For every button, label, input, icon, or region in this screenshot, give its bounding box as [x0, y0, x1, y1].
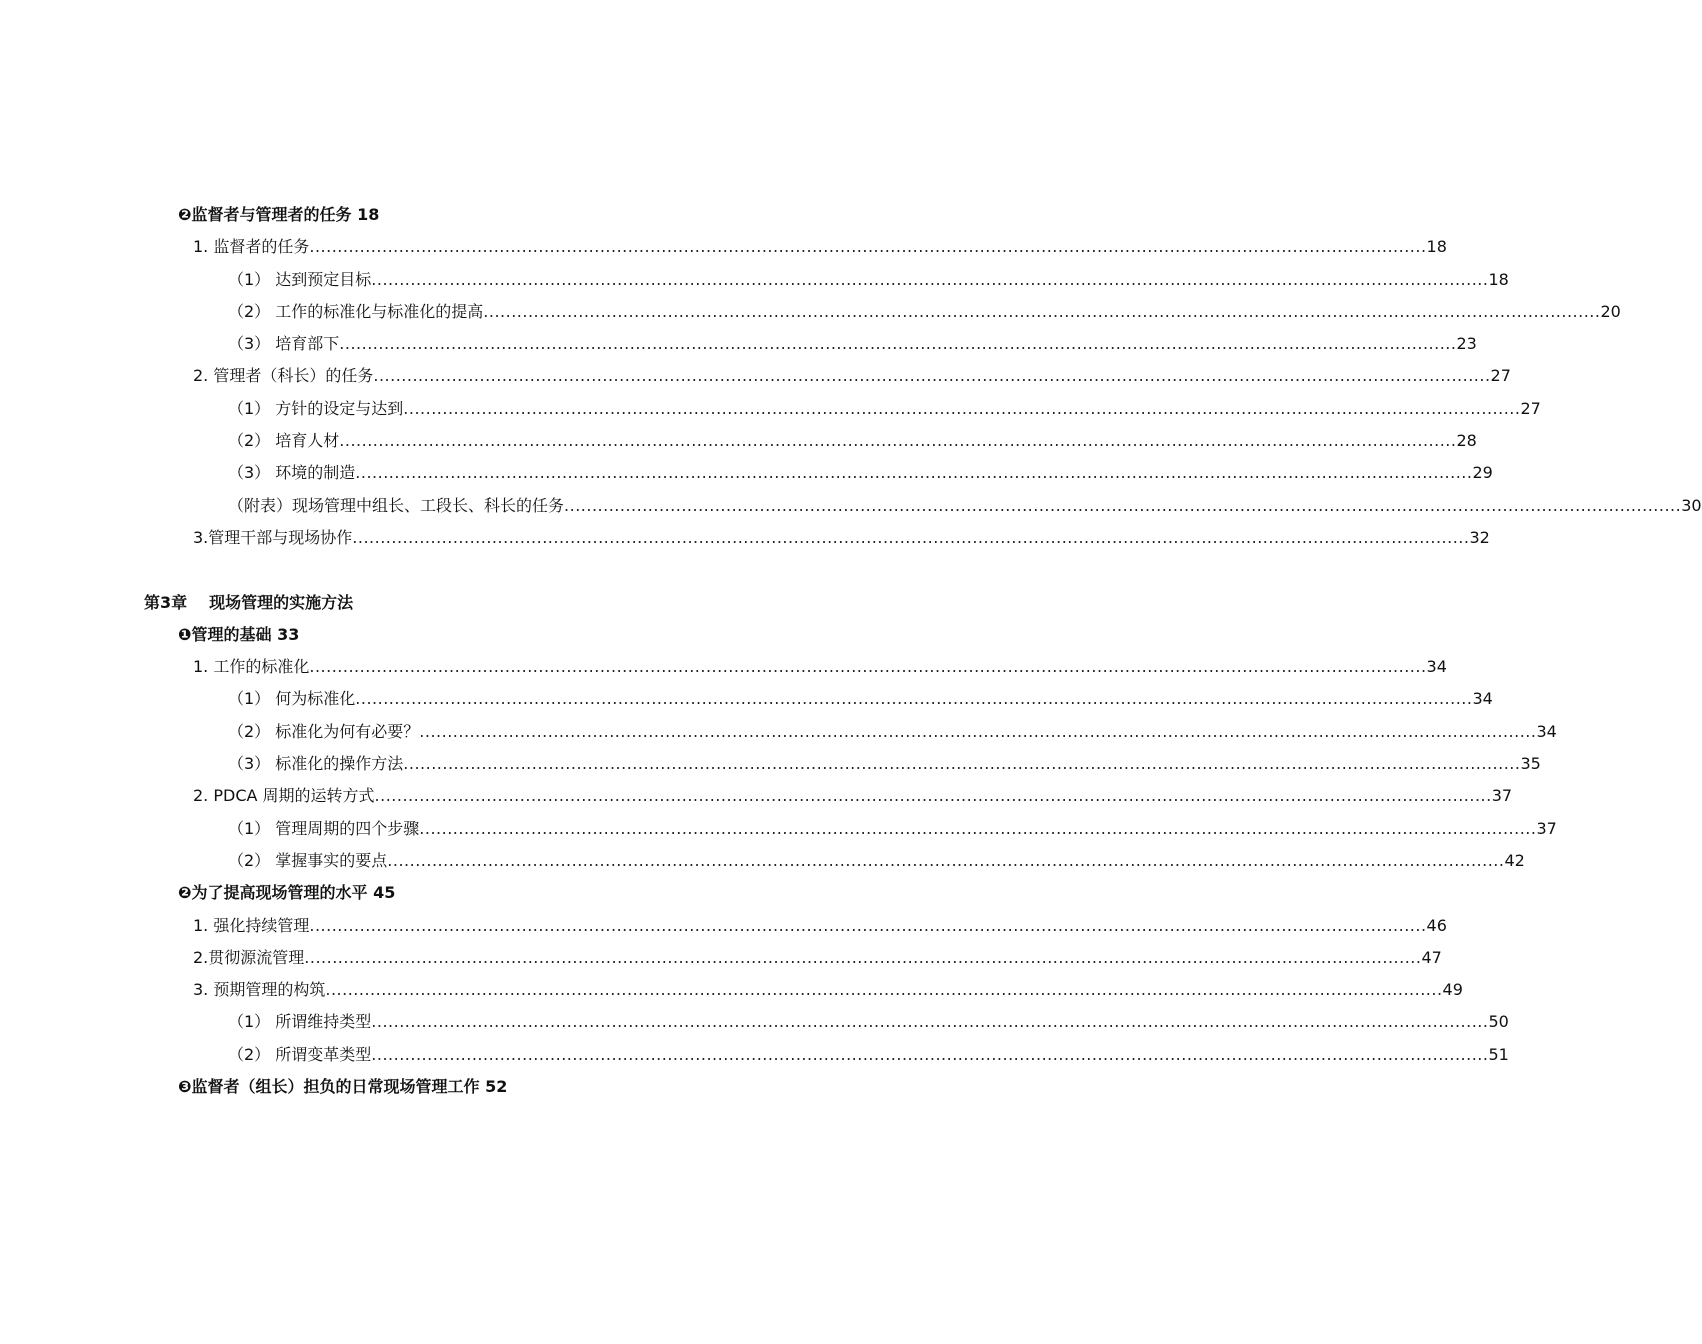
page-number: 32	[1469, 527, 1490, 547]
page-number: 42	[1504, 850, 1525, 870]
toc-entry: （1） 何为标准化 ........................................................................................................................................................................................................ 34	[0, 683, 950, 715]
toc-section: ❸监督者（组长）担负的日常现场管理工作 52	[178, 1077, 508, 1097]
page-number: 34	[1472, 689, 1493, 709]
page-number: 50	[1488, 1012, 1509, 1032]
page-number: 34	[1536, 721, 1557, 741]
page-number: 18	[1488, 269, 1509, 289]
toc-entry: 1. 监督者的任务 ........................................................................................................................................................................................................ 18	[0, 231, 950, 263]
toc-entry: （1） 所谓维持类型 ........................................................................................................................................................................................................ 50	[0, 1006, 950, 1038]
toc-entry: （2） 工作的标准化与标准化的提高 ........................................................................................................................................................................................................ 20	[0, 296, 950, 328]
toc-entry: （1） 达到预定目标 ........................................................................................................................................................................................................ 18	[0, 264, 950, 296]
toc-entry: （3） 培育部下 ........................................................................................................................................................................................................ 23	[0, 328, 950, 360]
toc-chapter	[0, 587, 950, 619]
page-number: 30	[1681, 495, 1702, 515]
page-number: 37	[1536, 818, 1557, 838]
toc-entry: （2） 掌握事实的要点 ........................................................................................................................................................................................................ 42	[0, 845, 950, 877]
page-number: 27	[1490, 366, 1511, 386]
chapter-number: 第3章	[144, 592, 188, 612]
toc-entry: （2） 标准化为何有必要？ ........................................................................................................................................................................................................ 34	[0, 716, 950, 748]
page-number: 46	[1426, 915, 1447, 935]
page-number: 51	[1488, 1044, 1509, 1064]
toc-entry: （3） 标准化的操作方法 ........................................................................................................................................................................................................ 35	[0, 748, 950, 780]
page-number: 27	[1520, 398, 1541, 418]
page-number: 47	[1421, 947, 1442, 967]
page-number: 28	[1456, 431, 1477, 451]
toc-entry: 2. 管理者（科长）的任务 ........................................................................................................................................................................................................ 27	[0, 360, 950, 392]
page-number: 35	[1520, 754, 1541, 774]
page-number: 29	[1472, 463, 1493, 483]
toc-entry: （2） 培育人材 ........................................................................................................................................................................................................ 28	[0, 425, 950, 457]
chapter-title: 现场管理的实施方法	[209, 592, 354, 612]
page-number: 49	[1442, 980, 1463, 1000]
toc-entry: （1） 方针的设定与达到 ........................................................................................................................................................................................................ 27	[0, 393, 950, 425]
toc-entry: （1） 管理周期的四个步骤 ........................................................................................................................................................................................................ 37	[0, 813, 950, 845]
toc-entry: 2. PDCA 周期的运转方式 ........................................................................................................................................................................................................ 37	[0, 780, 950, 812]
page-number: 37	[1491, 786, 1513, 806]
table-of-contents	[0, 199, 1702, 1103]
toc-entry: 1. 强化持续管理 ........................................................................................................................................................................................................ 46	[0, 910, 950, 942]
toc-entry: 1. 工作的标准化 ........................................................................................................................................................................................................ 34	[0, 651, 950, 683]
page-number: 20	[1600, 301, 1621, 321]
toc-section: ❶管理的基础 33	[178, 624, 300, 644]
page-number: 23	[1456, 334, 1477, 354]
toc-entry: 3. 预期管理的构筑 ........................................................................................................................................................................................................ 49	[0, 974, 950, 1006]
toc-entry: （附表）现场管理中组长、工段长、科长的任务 ........................................................................................................................................................................................................ 30	[0, 490, 950, 522]
toc-entry: 2.贯彻源流管理 ........................................................................................................................................................................................................ 47	[0, 942, 950, 974]
toc-entry: （2） 所谓变革类型 ........................................................................................................................................................................................................ 51	[0, 1039, 950, 1071]
toc-section: ❷监督者与管理者的任务 18	[178, 205, 380, 224]
toc-entry: （3） 环境的制造 ........................................................................................................................................................................................................ 29	[0, 457, 950, 489]
page-number: 34	[1426, 657, 1447, 677]
toc-section: ❷为了提高现场管理的水平 45	[178, 883, 396, 903]
toc-entry: 3.管理干部与现场协作 ........................................................................................................................................................................................................ 32	[0, 522, 950, 554]
page-number: 18	[1426, 237, 1447, 257]
